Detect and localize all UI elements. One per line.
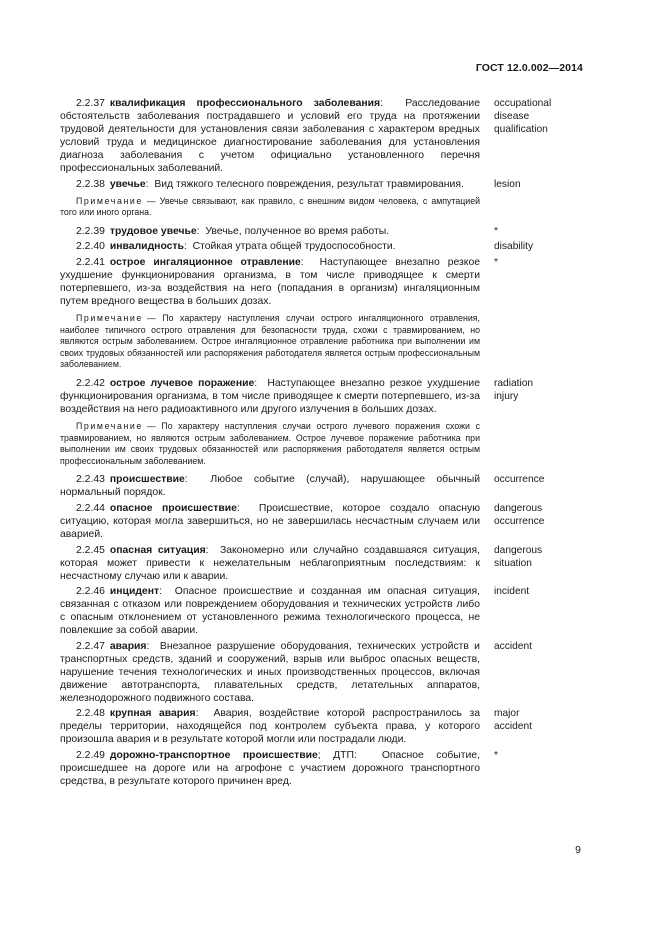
note-label: Примечание <box>76 312 143 323</box>
definition-text: Наступающее внезапно резкое ухудшение функционирования организма, в том числе приводящее к смерти потерпевшего, из-за воздействия на него (попадания в организм) ингаляционным путем вредного вещества в больших дозах. <box>60 256 481 307</box>
term-entry <box>60 707 600 746</box>
term-number: 2.2.39 <box>76 225 105 237</box>
definition-text: Опасное событие, происшедшее на дороге или на агрофоне с участием дорожного транспортного средства, в результате которого причинен вред. <box>60 749 480 787</box>
term-name: крупная авария <box>109 708 196 720</box>
term-number: 2.2.42 <box>76 377 105 389</box>
term-separator: : <box>205 544 209 556</box>
english-equivalent: * <box>494 225 498 237</box>
term-number: 2.2.41 <box>76 256 105 268</box>
term-separator: : <box>254 377 258 389</box>
terms-list <box>60 97 600 790</box>
term-name: острое ингаляционное отравление <box>109 256 301 268</box>
standard-header: ГОСТ 12.0.002—2014 <box>475 62 583 74</box>
definition-text: Вид тяжкого телесного повреждения, результат травмирования. <box>154 178 464 190</box>
term-name: квалификация профессионального заболевания <box>109 98 381 109</box>
term-number: 2.2.48 <box>76 708 105 720</box>
term-entry <box>60 640 600 705</box>
english-equivalent: incident <box>494 586 530 598</box>
term-number: 2.2.45 <box>76 544 105 556</box>
term-entry <box>60 97 600 175</box>
term-entry <box>60 225 600 238</box>
term-definition <box>60 178 480 191</box>
term-definition <box>60 97 480 175</box>
term-separator: : <box>159 586 162 598</box>
term-entry <box>60 473 600 499</box>
definition-text: Авария, воздействие которой распространилось за пределы территории, находящейся под контролем субъекта права, у которого произошла авария и в результате которой могли или пострадали люди. <box>60 708 481 746</box>
term-entry <box>60 256 600 308</box>
term-number: 2.2.44 <box>76 502 105 514</box>
term-note <box>60 421 480 467</box>
term-entry <box>60 377 600 416</box>
term-name: инвалидность <box>109 241 184 253</box>
term-separator: : <box>236 502 240 514</box>
term-definition <box>60 707 480 746</box>
term-note <box>60 313 480 371</box>
term-name: дорожно-транспортное происшествие <box>109 749 318 761</box>
english-equivalent: * <box>494 749 498 761</box>
english-equivalent: occupational disease qualification <box>494 98 552 135</box>
english-equivalent: accident <box>494 640 532 652</box>
note-label: Примечание <box>76 195 143 206</box>
definition-text: Стойкая утрата общей трудоспособности. <box>192 241 396 253</box>
term-name: опасная ситуация <box>109 544 206 556</box>
definition-text: Закономерно или случайно создавшаяся ситуация, которая может привести к нежелательным неблагоприятным последствиям: к несчастному случаю или к аварии. <box>60 544 480 582</box>
term-definition <box>60 240 480 253</box>
term-number: 2.2.49 <box>76 749 105 761</box>
term-definition <box>60 585 480 637</box>
term-separator: : <box>300 256 304 268</box>
english-equivalent: lesion <box>494 178 521 190</box>
term-entry <box>60 544 600 583</box>
definition-text: Расследование обстоятельств заболевания пострадавшего и условий его труда на протяжении трудовой деятельности для установления связи заболевания с характером вредных условий труда и медицинское диагностирование заболевания для установления диагноза заболевания с учетом официально установленного перечня профессиональных заболеваний. <box>60 98 480 174</box>
term-name: происшествие <box>109 474 185 486</box>
english-equivalent: occurrence <box>494 474 545 486</box>
note-text: — По характеру наступления случаи острого лучевого поражения схожи с травмированием, но являются острым заболеванием. Острое лучевое поражение работника при выполнении им своих трудовых обязанностей или распоряжения работодателя является острым профессиональным заболеванием. <box>60 420 480 466</box>
term-separator: : <box>195 708 199 720</box>
term-number: 2.2.43 <box>76 474 105 486</box>
english-equivalent: dangerous occurrence <box>494 502 545 527</box>
term-definition <box>60 502 480 541</box>
term-definition <box>60 640 480 705</box>
term-entry <box>60 749 600 788</box>
term-number: 2.2.38 <box>76 178 105 190</box>
note-label: Примечание <box>76 420 143 431</box>
term-name: опасное происшествие <box>109 502 237 514</box>
english-equivalent: disability <box>494 241 534 253</box>
definition-text: Происшествие, которое создало опасную ситуацию, которая могла завершиться, но не завершилась несчастным случаем или аварией. <box>60 502 480 540</box>
term-definition <box>60 256 480 308</box>
term-definition <box>60 473 480 499</box>
term-number: 2.2.46 <box>76 586 105 598</box>
term-separator: : <box>183 241 187 253</box>
english-equivalent: dangerous situation <box>494 544 543 569</box>
definition-text: Увечье, полученное во время работы. <box>205 225 390 237</box>
english-equivalent: * <box>494 256 498 268</box>
note-text: — По характеру наступления случаи острого ингаляционного отравления, наиболее типичного острого отравления для безопасности труда, схожи с травмированием, но являются острым заболеванием. Острое ингаляционное отравление работника при выполнении им своих трудовых обязанностей или распоряжения работодателя является острым профессиональным заболеванием. <box>60 312 480 370</box>
term-separator: : <box>146 640 150 652</box>
term-separator: : <box>184 474 188 486</box>
term-separator: : <box>145 178 149 190</box>
term-separator: ; ДТП: <box>317 749 357 761</box>
english-equivalent: radiation injury <box>494 377 534 402</box>
page-number: 9 <box>575 844 581 856</box>
term-note <box>60 196 480 219</box>
term-definition <box>60 225 480 238</box>
term-definition <box>60 749 480 788</box>
term-definition <box>60 377 480 416</box>
term-name: увечье <box>109 178 146 190</box>
term-separator: : <box>196 225 200 237</box>
term-number: 2.2.37 <box>76 98 105 109</box>
term-entry <box>60 502 600 541</box>
term-separator: : <box>380 98 383 109</box>
definition-text: Любое событие (случай), нарушающее обычный нормальный порядок. <box>60 474 481 499</box>
term-number: 2.2.47 <box>76 640 105 652</box>
term-name: инцидент <box>109 586 160 598</box>
note-text: — Увечье связывают, как правило, с внешним видом человека, с ампутацией того или иного органа. <box>60 195 480 218</box>
term-name: трудовое увечье <box>109 225 197 237</box>
term-name: острое лучевое поражение <box>109 377 255 389</box>
term-entry <box>60 178 600 191</box>
term-entry <box>60 240 600 253</box>
definition-text: Наступающее внезапно резкое ухудшение функционирования организма, в том числе приводящее к смерти потерпевшего, из-за воздействия на него радиоактивного или другого излучения в больших дозах. <box>60 377 480 415</box>
english-equivalent: major accident <box>494 708 532 733</box>
term-name: авария <box>109 640 147 652</box>
term-definition <box>60 544 480 583</box>
definition-text: Внезапное разрушение оборудования, технических устройств и транспортных средств, зданий и сооружений, взрыв или выброс опасных веществ, нарушение течения технологических и иных производственных процессов, включая движение автотранспорта, плавательных средств, летательных аппаратов, железнодорожного подвижного состава. <box>60 640 480 704</box>
definition-text: Опасное происшествие и созданная им опасная ситуация, связанная с отказом или повреждением оборудования и технических устройств либо с опасным отклонением от установленного режима технологического процесса, не повлекшие за собой аварии. <box>60 586 480 637</box>
term-number: 2.2.40 <box>76 241 105 253</box>
term-entry <box>60 585 600 637</box>
